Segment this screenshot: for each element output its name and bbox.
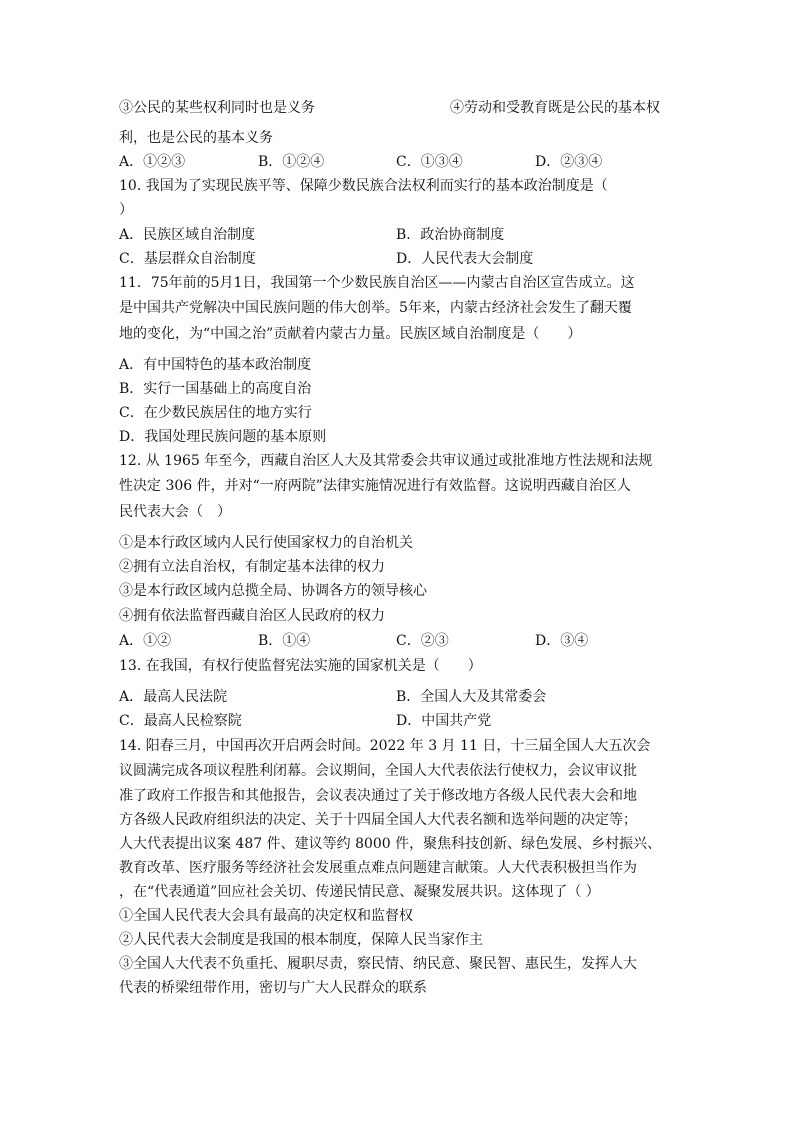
q10-option-c: C．基层群众自治制度 bbox=[119, 251, 256, 267]
q14-stem-line5: 人大代表提出议案 487 件、建议等约 8000 件，聚焦科技创新、绿色发展、乡村振兴、 bbox=[119, 836, 662, 852]
q12-stem-line3: 民代表大会（ ） bbox=[119, 504, 231, 520]
q11-option-a: A．有中国特色的基本政治制度 bbox=[119, 357, 312, 373]
q12-option-b: B．①④ bbox=[258, 633, 311, 649]
q9-option-b: B．①②④ bbox=[258, 154, 325, 170]
q13-option-a: A．最高人民法院 bbox=[119, 689, 228, 705]
q13-option-d: D．中国共产党 bbox=[396, 713, 492, 729]
q12-statement-3: ③是本行政区域内总揽全局、协调各方的领导核心 bbox=[119, 583, 427, 599]
q9-statement-3: ③公民的某些权利同时也是义务 bbox=[119, 100, 315, 116]
q10-option-d: D．人民代表大会制度 bbox=[396, 251, 534, 267]
q14-statement-2: ②人民代表大会制度是我国的根本制度，保障人民当家作主 bbox=[119, 932, 483, 948]
q14-stem-line1: 14. 阳春三月，中国再次开启两会时间。2022 年 3 月 11 日，十三届全国人大五次会 bbox=[119, 738, 651, 754]
q11-stem-line2: 是中国共产党解决中国民族问题的伟大创举。5年来，内蒙古经济社会发生了翻天覆 bbox=[119, 300, 632, 316]
q11-stem-line1: 11．75年前的5月1日，我国第一个少数民族自治区——内蒙古自治区宣告成立。这 bbox=[119, 275, 635, 291]
q9-option-a: A．①②③ bbox=[119, 154, 186, 170]
q12-stem-line1: 12. 从 1965 年至今，西藏自治区人大及其常委会共审议通过或批准地方性法规和法规 bbox=[119, 453, 653, 469]
q13-option-c: C．最高人民检察院 bbox=[119, 713, 242, 729]
q9-option-c: C．①③④ bbox=[396, 154, 463, 170]
q14-stem-line2: 议圆满完成各项议程胜利闭幕。会议期间，全国人大代表依法行使权力，会议审议批 bbox=[119, 763, 637, 779]
q11-stem-line3: 地的变化，为“中国之治”贡献着内蒙古力量。民族区域自治制度是（ ） bbox=[119, 326, 582, 342]
q9-statement-4-cont: 利，也是公民的基本义务 bbox=[119, 130, 273, 146]
q12-statement-4: ④拥有依法监督西藏自治区人民政府的权力 bbox=[119, 608, 385, 624]
q14-statement-3-cont: 代表的桥梁纽带作用，密切与广大人民群众的联系 bbox=[119, 980, 427, 996]
q12-option-c: C．②③ bbox=[396, 633, 449, 649]
q10-stem: 10. 我国为了实现民族平等、保障少数民族合法权利而实行的基本政治制度是（ bbox=[119, 178, 608, 194]
q11-option-d: D．我国处理民族问题的基本原则 bbox=[119, 429, 327, 445]
q10-option-a: A．民族区域自治制度 bbox=[119, 227, 256, 243]
q12-statement-2: ②拥有立法自治权，有制定基本法律的权力 bbox=[119, 559, 385, 575]
q12-option-d: D．③④ bbox=[535, 633, 589, 649]
q14-stem-line6: 教育改革、医疗服务等经济社会发展重点难点问题建言献策。人大代表积极担当作为 bbox=[119, 860, 637, 876]
q13-stem: 13. 在我国，有权行使监督宪法实施的国家机关是（ ） bbox=[119, 658, 482, 674]
q11-option-c: C．在少数民族居住的地方实行 bbox=[119, 405, 312, 421]
q14-statement-3: ③全国人大代表不负重托、履职尽责，察民情、纳民意、聚民智、惠民生，发挥人大 bbox=[119, 956, 637, 972]
q9-option-d: D．②③④ bbox=[535, 154, 603, 170]
q14-stem-line4: 方各级人民政府组织法的决定、关于十四届全国人大代表名额和选举问题的决定等； bbox=[119, 812, 637, 828]
q14-statement-1: ①全国人民代表大会具有最高的决定权和监督权 bbox=[119, 908, 413, 924]
q13-option-b: B．全国人大及其常委会 bbox=[396, 689, 547, 705]
q12-stem-line2: 性决定 306 件，并对“一府两院”法律实施情况进行有效监督。这说明西藏自治区人 bbox=[119, 478, 631, 494]
q12-statement-1: ①是本行政区域内人民行使国家权力的自治机关 bbox=[119, 535, 413, 551]
q12-option-a: A．①② bbox=[119, 633, 172, 649]
q14-stem-line3: 准了政府工作报告和其他报告，会议表决通过了关于修改地方各级人民代表大会和地 bbox=[119, 788, 637, 804]
q14-stem-line7: ，在“代表通道”回应社会关切、传递民情民意、凝聚发展共识。这体现了（ ） bbox=[119, 884, 600, 900]
q10-option-b: B．政治协商制度 bbox=[396, 227, 505, 243]
q9-statement-4: ④劳动和受教育既是公民的基本权 bbox=[450, 100, 660, 116]
q10-stem-cont: ） bbox=[119, 202, 133, 218]
q11-option-b: B．实行一国基础上的高度自治 bbox=[119, 381, 312, 397]
